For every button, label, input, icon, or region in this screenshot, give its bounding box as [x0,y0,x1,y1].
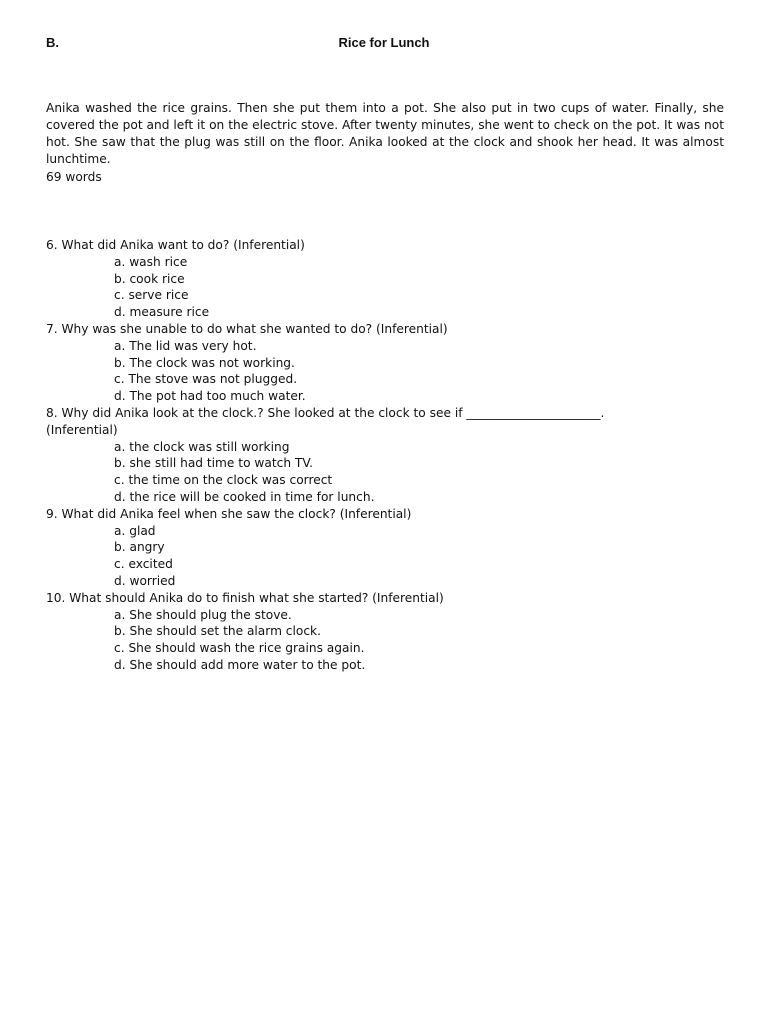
question-text: 6. What did Anika want to do? (Inferential) [46,238,305,252]
option-b: b. She should set the alarm clock. [114,624,321,639]
option-d: d. the rice will be cooked in time for lunch. [114,489,375,504]
question-6 [46,237,736,321]
section-label: B. [46,35,59,50]
question-10 [46,590,736,674]
question-text: 8. Why did Anika look at the clock.? She looked at the clock to see if ______________________. [46,405,605,420]
option-a: a. glad [114,523,156,538]
word-count: 69 words [46,170,102,184]
question-text: 7. Why was she unable to do what she wanted to do? (Inferential) [46,321,448,336]
page-title: Rice for Lunch [338,35,430,50]
option-c: c. excited [114,557,173,572]
option-a: a. wash rice [114,254,188,269]
option-b: b. The clock was not working. [114,355,295,370]
question-text-continued: (Inferential) [46,422,118,437]
option-b: b. angry [114,540,165,555]
option-d: d. worried [114,573,176,588]
question-text: 10. What should Anika do to finish what she started? (Inferential) [46,590,444,605]
option-a: a. The lid was very hot. [114,338,257,353]
option-c: c. the time on the clock was correct [114,473,333,488]
question-8 [46,405,736,506]
option-d: d. measure rice [114,305,210,320]
reading-passage: Anika washed the rice grains. Then she put them into a pot. She also put in two cups of water. Finally, she covered the pot and left it on the electric stove. After twenty minutes, she went to check on the pot. It was not hot. She saw that the plug was still on the floor. Anika looked at the clock and shook her head. It was almost lunchtime. [46,101,724,166]
option-a: a. She should plug the stove. [114,607,292,622]
question-list [46,237,736,674]
option-d: d. The pot had too much water. [114,389,306,404]
option-a: a. the clock was still working [114,439,290,454]
option-d: d. She should add more water to the pot. [114,657,366,672]
option-b: b. she still had time to watch TV. [114,456,314,471]
option-c: c. She should wash the rice grains again. [114,641,365,656]
question-7 [46,321,736,405]
question-text: 9. What did Anika feel when she saw the clock? (Inferential) [46,506,412,521]
option-b: b. cook rice [114,271,185,286]
question-9 [46,506,736,590]
option-c: c. serve rice [114,288,189,303]
option-c: c. The stove was not plugged. [114,372,298,387]
